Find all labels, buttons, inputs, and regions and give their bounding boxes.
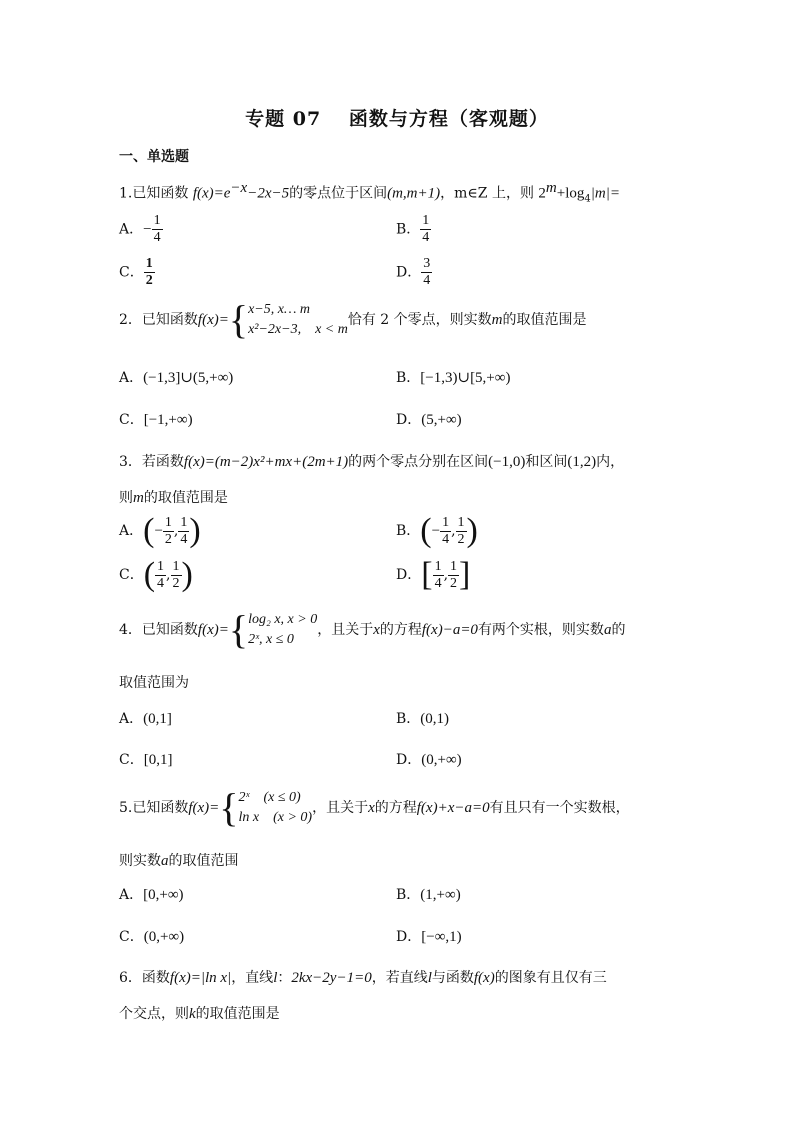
option-label: C． [119, 264, 144, 281]
q1-expr-log: +log [556, 185, 585, 202]
q3-option-b[interactable]: B．(− $\frac{1}{4}$ , $\frac{1}{2}$ ) [396, 512, 478, 549]
question-6-line2 [119, 1003, 280, 1023]
option-label: C． [119, 752, 144, 768]
q4-post: ，且关于 [317, 622, 374, 638]
option-label: B． [396, 711, 421, 727]
paren: ( [420, 512, 432, 549]
option-value: (0,1) [420, 711, 450, 727]
option-value: (0,+∞) [143, 929, 185, 945]
option-label: B． [396, 887, 421, 903]
q6-colon: ： [277, 970, 292, 986]
question-4 [119, 607, 626, 652]
fraction: $\frac{1}{4}$ [442, 514, 450, 547]
q3-interval1: (−1,0) [488, 454, 526, 470]
q5-post2: 的方程 [374, 800, 417, 816]
q1-condition: ，m∈Z 上，则 [440, 185, 534, 202]
q1-option-c[interactable] [119, 256, 155, 289]
fraction: $\frac{3}{4}$ [423, 256, 431, 288]
q4-option-c[interactable] [119, 749, 172, 769]
paren: ) [466, 512, 478, 549]
q6-line-equation: 2kx−2y−1=0 [291, 970, 372, 986]
q1-number: 1. [119, 185, 133, 202]
option-label: B． [396, 523, 421, 539]
q6-line-name2: l [427, 970, 432, 986]
q3-mid: 的两个零点分别在区间 [348, 454, 489, 470]
q4-option-b[interactable] [396, 708, 449, 728]
q3-and: 和区间 [525, 454, 568, 470]
option-value: [−1,+∞) [143, 412, 193, 428]
q6-prefix: 函数 [141, 970, 170, 986]
q2-option-a[interactable] [119, 367, 233, 387]
q3-var: m [133, 490, 144, 506]
q5-line2b: 的取值范围 [168, 853, 239, 869]
sign: − [143, 221, 152, 238]
q3-prefix: 若函数 [141, 454, 184, 470]
fraction: $\frac{1}{4}$ [153, 213, 161, 245]
bracket: ] [459, 556, 471, 593]
q6-number: 6． [119, 970, 142, 986]
q4-post4: 的 [611, 622, 626, 638]
q6-post: 的图象有且仅有三 [494, 970, 607, 986]
brace: { [228, 297, 249, 342]
q4-var: x [373, 622, 380, 638]
q4-function: f(x)= [197, 622, 229, 638]
option-value: (1,+∞) [420, 887, 461, 903]
option-value: [0,+∞) [143, 887, 184, 903]
question-3 [119, 451, 624, 471]
q5-option-a[interactable] [119, 884, 184, 904]
q3-post: 内， [596, 454, 625, 470]
q5-prefix: 已知函数 [132, 800, 189, 816]
sign: − [431, 523, 441, 539]
q5-option-d[interactable] [396, 926, 462, 946]
q4-option-a[interactable] [119, 708, 172, 728]
q4-post3: 有两个实根，则实数 [477, 622, 604, 638]
q6-function2: f(x) [473, 970, 495, 986]
question-5-line2 [119, 850, 239, 870]
option-label: D． [396, 929, 422, 945]
option-value: (5,+∞) [421, 412, 462, 428]
option-label: B． [396, 370, 421, 386]
q3-function: f(x)=(m−2)x²+mx+(2m+1) [183, 454, 349, 470]
section-heading: 一、单选题 [119, 149, 189, 165]
sign: − [154, 523, 163, 539]
q5-var: x [368, 800, 375, 816]
q1-expr-sup: m [545, 180, 557, 196]
q2-post2: 的取值范围是 [502, 312, 587, 328]
q5-line2a: 则实数 [119, 853, 161, 869]
q2-cases: x−5, x… m x²−2x−3, x < m [248, 302, 348, 337]
q2-post: 恰有 2 个零点，则实数 [347, 312, 492, 328]
q2-prefix: 已知函数 [141, 312, 198, 328]
option-label: D． [396, 412, 422, 428]
option-label: A． [119, 711, 144, 727]
option-value: [−1,3)∪[5,+∞) [420, 370, 511, 386]
fraction: $\frac{1}{4}$ [422, 213, 430, 245]
question-5 [119, 785, 630, 830]
q1-option-b[interactable] [396, 213, 431, 246]
option-label: A． [119, 523, 144, 539]
option-label: D． [396, 567, 422, 583]
q4-number: 4． [119, 622, 142, 638]
question-3-line2 [119, 487, 228, 507]
q4-prefix: 已知函数 [141, 622, 198, 638]
q6-line2a: 个交点，则 [119, 1006, 189, 1022]
q3-option-a[interactable]: A．(− $\frac{1}{2}$ , $\frac{1}{4}$ ) [119, 512, 201, 549]
option-label: D． [396, 752, 422, 768]
fraction: $\frac{1}{4}$ [157, 558, 165, 591]
option-value: (−1,3]∪(5,+∞) [143, 370, 234, 386]
option-value: (0,1] [143, 711, 172, 727]
q1-function-rest: −2x−5 [247, 185, 290, 202]
option-value: (0,+∞) [421, 752, 462, 768]
question-2 [119, 297, 587, 342]
q4-post2: 的方程 [379, 622, 422, 638]
q5-post3: 有且只有一个实数根， [489, 800, 630, 816]
q6-line-name: l [273, 970, 278, 986]
option-label: C． [119, 929, 144, 945]
fraction: $\frac{1}{4}$ [180, 514, 188, 547]
option-value: [0,1] [143, 752, 173, 768]
q1-mid: 的零点位于区间 [289, 185, 388, 202]
fraction: $\frac{1}{2}$ [450, 558, 458, 591]
q5-function: f(x)= [188, 800, 220, 816]
q4-var2: a [603, 622, 612, 638]
fraction: $\frac{1}{2}$ [172, 558, 180, 591]
q6-line2b: 的取值范围是 [195, 1006, 280, 1022]
option-label: A． [119, 221, 144, 238]
paren: ( [143, 556, 156, 593]
fraction: $\frac{1}{4}$ [434, 558, 442, 591]
brace: { [228, 607, 249, 652]
option-label: A． [119, 887, 144, 903]
paren: ( [143, 512, 155, 549]
q1-option-a[interactable] [119, 213, 163, 246]
q3-line2a: 则 [119, 490, 133, 506]
q3-number: 3． [119, 454, 142, 470]
paren: ) [181, 556, 193, 593]
fraction: $\frac{1}{2}$ [164, 514, 172, 547]
q1-interval: (m,m+1) [387, 185, 441, 202]
q5-post: ，且关于 [312, 800, 369, 816]
q3-line2b: 的取值范围是 [143, 490, 228, 506]
q1-function: f(x)=e [192, 185, 231, 202]
q5-option-c[interactable] [119, 926, 184, 946]
q1-expr-abs: |m|= [590, 185, 620, 202]
question-4-line2: 取值范围为 [119, 675, 189, 691]
option-label: C． [119, 567, 144, 583]
q6-function: f(x)=|ln x| [169, 970, 232, 986]
q5-number: 5. [119, 800, 133, 816]
question-6 [119, 967, 607, 987]
q5-var2: a [161, 853, 169, 869]
q4-equation: f(x)−a=0 [421, 622, 478, 638]
q2-function: f(x)= [197, 312, 229, 328]
q3-option-d[interactable]: D．[ $\frac{1}{4}$ , $\frac{1}{2}$ ] [396, 556, 471, 593]
q1-expr: 2 [538, 185, 546, 202]
question-1 [119, 180, 620, 204]
q6-mid3: 与函数 [431, 970, 474, 986]
fraction: $\frac{1}{2}$ [145, 256, 153, 288]
bracket: [ [421, 556, 433, 593]
q1-option-d[interactable] [396, 256, 432, 289]
q1-exponent: −x [230, 180, 248, 196]
q1-prefix: 已知函数 [132, 185, 189, 202]
fraction: $\frac{1}{2}$ [457, 514, 465, 547]
q2-option-d[interactable] [396, 409, 462, 429]
q4-option-d[interactable] [396, 749, 462, 769]
q2-number: 2． [119, 312, 142, 328]
option-label: A． [119, 370, 144, 386]
q1-log-base: 4 [584, 193, 591, 205]
q5-option-b[interactable] [396, 884, 461, 904]
q4-cases: log₂ x, x > 0 2ˣ, x ≤ 0 [248, 612, 318, 647]
option-label: C． [119, 412, 144, 428]
q6-mid2: ，若直线 [371, 970, 428, 986]
q2-option-c[interactable] [119, 409, 193, 429]
q6-mid: ，直线 [231, 970, 274, 986]
paren: ) [189, 512, 201, 549]
page-title: 专题 07 函数与方程（客观题） [245, 108, 549, 130]
q6-var: k [189, 1006, 196, 1022]
q2-var: m [491, 312, 503, 328]
q3-option-c[interactable]: C．( $\frac{1}{4}$ , $\frac{1}{2}$ ) [119, 556, 193, 593]
q5-cases: 2ˣ (x ≤ 0) ln x (x > 0) [238, 790, 313, 825]
option-value: [−∞,1) [421, 929, 462, 945]
q5-equation: f(x)+x−a=0 [416, 800, 490, 816]
q3-interval2: (1,2) [567, 454, 597, 470]
option-label: B． [396, 221, 421, 238]
q2-option-b[interactable] [396, 367, 510, 387]
brace: { [219, 785, 239, 830]
option-label: D． [396, 264, 422, 281]
